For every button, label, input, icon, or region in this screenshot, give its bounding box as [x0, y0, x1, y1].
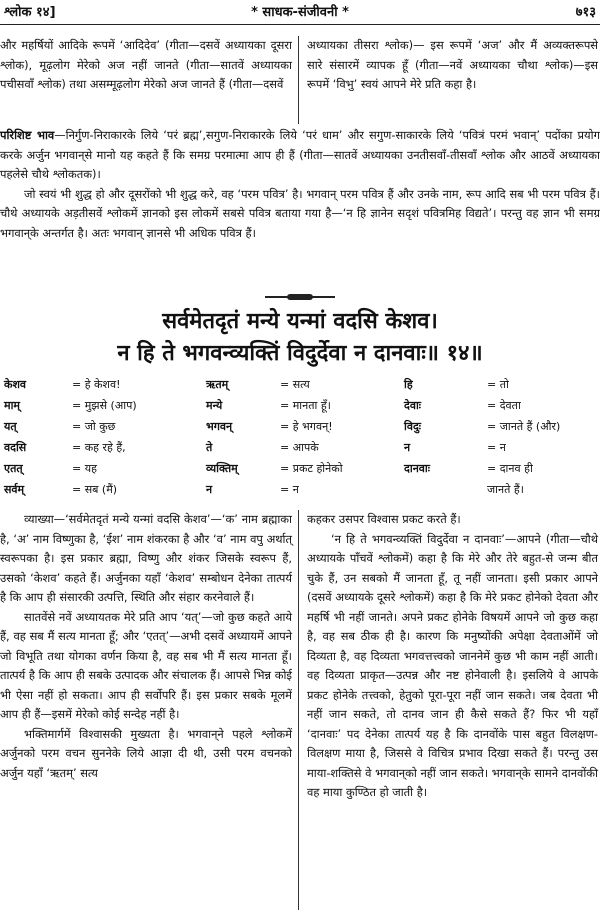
verse-line-1: सर्वमेतदृतं मन्ये यन्मां वदसि केशव।: [162, 308, 438, 334]
parishisht-text-1: —निर्गुण-निराकारके लिये ‘परं ब्रह्म’,सगुण-निराकारके लिये ‘परं धाम’ और सगुण-साकारके लिये ‘पवित्रं परमं भवान्’ पदोंका प्रयोग करके अर्जुन भगवान्‌से मानो यह कहते हैं कि समग्र परमात्मा आप ही हैं (गीता—सातवें अध्यायका उनतीसवाँ-तीसवाँ श्लोक और आठवें अध्यायका पहलेसे चौथे श्लोकतक)।: [0, 128, 600, 181]
parishisht-section: [0, 126, 600, 281]
continued-right-column: अध्यायका तीसरा श्लोक)— इस रूपमें ‘अज’ और मैं अव्यक्तरूपसे सारे संसारमें व्यापक हूँ (गीता—नवें अध्यायका चौथा श्लोक)—इस रूपमें ‘विभु’ स्वयं आपने मेरे प्रति कहा है।: [307, 38, 598, 91]
header-center: * साधक-संजीवनी *: [251, 5, 349, 20]
gloss-row: [0, 375, 600, 394]
word-meaning-table: [0, 375, 600, 505]
gloss-meaning: = आपके: [280, 441, 319, 454]
shloka-verse: [0, 305, 600, 369]
parishisht-paragraph-1: [0, 126, 600, 185]
gloss-meaning: = हे केशव!: [72, 378, 121, 391]
gloss-meaning: = सब (मैं): [72, 483, 118, 496]
commentary-right-para-1: कहकर उसपर विश्वास प्रकट करते हैं।: [307, 512, 461, 526]
gloss-word: ऋतम्: [206, 378, 229, 391]
commentary-left-para-1: व्याख्या—‘सर्वमेतदृतं मन्ये यन्मां वदसि केशव’—‘क’ नाम ब्रह्माका है, ‘अ’ नाम विष्णुका है, ‘ईश’ नाम शंकरका है और ‘व’ नाम वपु अर्थात् स्वरूपका है। इस प्रकार ब्रह्मा, विष्णु और शंकर जिसके स्वरूप हैं, उसको ‘केशव’ कहते हैं। अर्जुनका यहाँ ‘केशव’ सम्बोधन देनेका तात्पर्य है कि आप ही संसारकी उत्पत्ति, स्थिति और संहार करनेवाले हैं।: [0, 512, 292, 604]
gloss-row: [0, 438, 600, 457]
running-header: [0, 0, 600, 25]
gloss-meaning: = न: [280, 483, 299, 496]
gloss-meaning: = न: [487, 441, 506, 454]
gloss-row: [0, 417, 600, 436]
parishisht-heading: परिशिष्ट भाव: [0, 128, 55, 142]
column-rule: [298, 36, 299, 124]
commentary-left-column: [0, 510, 292, 783]
gloss-meaning: = यह: [72, 462, 97, 475]
gloss-word: वदसि: [4, 441, 27, 454]
gloss-word: न: [206, 483, 213, 496]
parishisht-paragraph-2: जो स्वयं भी शुद्ध हो और दूसरोंको भी शुद्ध करे, वह ‘परम पवित्र’ है। भगवान् परम पवित्र हैं और उनके नाम, रूप आदि सब भी परम पवित्र हैं। चौथे अध्यायके अड़तीसवें श्लोकमें ज्ञानको इस लोकमें सबसे पवित्र बताया गया है—‘न हि ज्ञानेन सदृशं पवित्रमिह विद्यते’। परन्तु वह ज्ञान भी समग्र भगवान्‌के अन्तर्गत है। अतः भगवान् ज्ञानसे भी अधिक पवित्र हैं।: [0, 186, 600, 240]
gloss-meaning: = दानव ही: [487, 462, 533, 475]
gloss-word: दानवाः: [404, 462, 430, 475]
gloss-meaning: = देवता: [487, 399, 521, 412]
commentary-right-para-2: ‘न हि ते भगवन्व्यक्तिं विदुर्देवा न दानवाः’—आपने (गीता—चौथे अध्यायके पाँचवें श्लोकमें) कहा है कि मेरे और तेरे बहुत-से जन्म बीत चुके हैं, उन सबको मैं जानता हूँ, तू नहीं जानता। इसी प्रकार आपने (दसवें अध्यायके दूसरे श्लोकमें) कहा है कि मेरे प्रकट होनेको देवता और महर्षि भी नहीं जानते। अपने प्रकट होनेके विषयमें आपने जो कुछ कहा है, वह सब ठीक ही है। कारण कि मनुष्योंकी अपेक्षा देवताओंमें जो दिव्यता है, वह दिव्यता भगवत्तत्त्वको जाननेमें कुछ भी काम नहीं आती। वह दिव्यता प्राकृत—उत्पन्न और नष्ट होनेवाली है। इसलिये वे आपके प्रकट होनेके तत्त्वको, हेतुको पूरा-पूरा नहीं जान सकते। जब देवता भी नहीं जान सकते, तो दानव जान ही कैसे सकते हैं? फिर भी यहाँ ‘दानवाः’ पद देनेका तात्पर्य यह है कि दानवोंके पास बहुत विलक्षण-विलक्षण माया है, जिससे वे विचित्र प्रभाव दिखा सकते हैं। परन्तु उस माया-शक्तिसे वे भगवान्‌को नहीं जान सकते। भगवान्‌के सामने दानवोंकी वह माया कुण्ठित हो जाती है।: [307, 531, 598, 799]
commentary-left-para-2: सातवेंसे नवें अध्यायतक मेरे प्रति आप ‘यत्’—जो कुछ कहते आये हैं, वह सब मैं सत्य मानता हूँ; और ‘एतत्’—अभी दसवें अध्यायमें आपने जो विभूति तथा योगका वर्णन किया है, वह सब भी मैं सत्य मानता हूँ। तात्पर्य है कि आप ही सबके उत्पादक और संचालक हैं। आपसे भिन्न कोई भी ऐसा नहीं हो सकता। आप ही सर्वोपरि हैं। इस प्रकार सबके मूलमें आप ही हैं—इसमें मेरेको कोई सन्देह नहीं है।: [0, 609, 292, 721]
gloss-row: [0, 480, 600, 499]
commentary-left-para-3: भक्तिमार्गमें विश्वासकी मुख्यता है। भगवान्‌ने पहले श्लोकमें अर्जुनको परम वचन सुननेके लिये आज्ञा दी थी, उसी परम वचनको अर्जुन यहाँ ‘ऋतम्’ सत्य: [0, 726, 292, 780]
gloss-word: भगवन्: [206, 420, 233, 433]
gloss-word: माम्: [4, 399, 21, 412]
gloss-meaning: = प्रकट होनेको: [280, 462, 343, 475]
gloss-word: न: [404, 441, 411, 454]
gloss-meaning: = कह रहे हैं,: [72, 441, 126, 454]
gloss-meaning: = मुझसे (आप): [72, 399, 137, 412]
header-page-number: ७१३: [575, 5, 596, 20]
gloss-word: केशव: [4, 378, 27, 391]
gloss-meaning: = तो: [487, 378, 509, 391]
gloss-row: [0, 459, 600, 478]
gloss-meaning: = हे भगवन्!: [280, 420, 333, 433]
gloss-meaning: जानते हैं।: [487, 483, 524, 496]
gloss-meaning: = जानते हैं (और): [487, 420, 561, 433]
verse-line-2: न हि ते भगवन्व्यक्तिं विदुर्देवा न दानवाः॥ १४॥: [117, 340, 483, 366]
gloss-word: मन्ये: [206, 399, 223, 412]
gloss-meaning: = जो कुछ: [72, 420, 116, 433]
gloss-word: सर्वम्: [4, 483, 25, 496]
gloss-meaning: = सत्य: [280, 378, 310, 391]
gloss-word: देवाः: [404, 399, 422, 412]
continued-text: [0, 36, 600, 124]
gloss-row: [0, 396, 600, 415]
header-left: श्लोक १४]: [4, 5, 56, 20]
gloss-word: व्यक्तिम्: [206, 462, 238, 475]
commentary: [0, 510, 600, 910]
gloss-word: हि: [404, 378, 413, 391]
section-divider: [265, 296, 335, 298]
gloss-word: एतत्: [4, 462, 23, 475]
gloss-word: यत्: [4, 420, 17, 433]
column-rule: [298, 510, 299, 910]
gloss-meaning: = मानता हूँ।: [280, 399, 331, 412]
gloss-word: ते: [206, 441, 213, 454]
commentary-right-column: [307, 510, 598, 803]
continued-left-column: और महर्षियों आदिके रूपमें ‘आदिदेव’ (गीता—दसवें अध्यायका दूसरा श्लोक), मूढ़लोग मेरेको अज नहीं जानते (गीता—सातवें अध्यायका पचीसवाँ श्लोक) तथा असम्मूढ़लोग मेरेको अज जानते हैं (गीता—दसवें: [0, 38, 292, 91]
gloss-word: विदुः: [404, 420, 422, 433]
